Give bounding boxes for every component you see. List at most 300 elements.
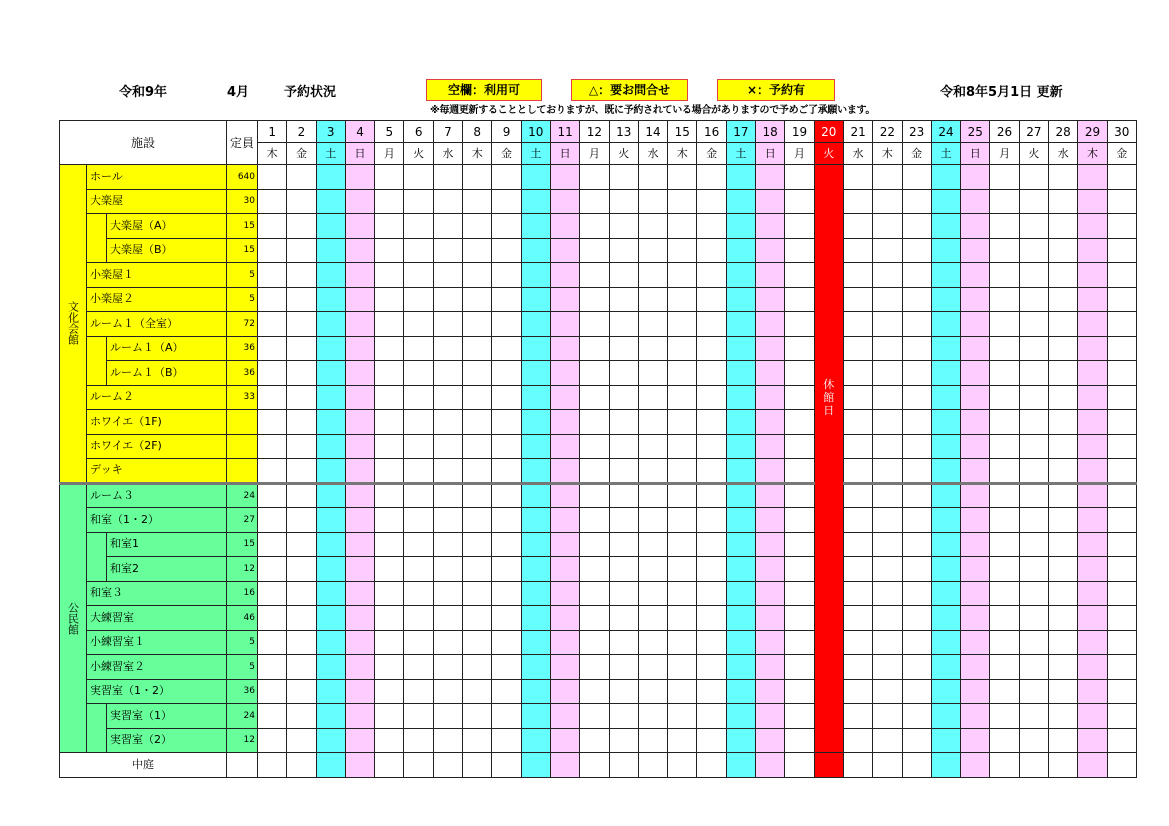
availability-cell[interactable] (843, 753, 872, 778)
availability-cell[interactable] (258, 189, 287, 214)
availability-cell[interactable] (492, 361, 521, 386)
availability-cell[interactable] (609, 483, 638, 508)
availability-cell[interactable] (902, 606, 931, 631)
availability-cell[interactable] (521, 630, 550, 655)
availability-cell[interactable] (1107, 263, 1136, 288)
availability-cell[interactable] (785, 728, 814, 753)
availability-cell[interactable] (580, 410, 609, 435)
availability-cell[interactable] (756, 410, 785, 435)
availability-cell[interactable] (375, 336, 404, 361)
availability-cell[interactable] (668, 214, 697, 239)
availability-cell[interactable] (316, 434, 345, 459)
availability-cell[interactable] (463, 532, 492, 557)
availability-cell[interactable] (1019, 459, 1048, 484)
availability-cell[interactable] (726, 655, 755, 680)
availability-cell[interactable] (404, 581, 433, 606)
availability-cell[interactable] (785, 557, 814, 582)
availability-cell[interactable] (756, 336, 785, 361)
availability-cell[interactable] (873, 410, 902, 435)
availability-cell[interactable] (843, 263, 872, 288)
availability-cell[interactable] (843, 385, 872, 410)
availability-cell[interactable] (404, 385, 433, 410)
availability-cell[interactable] (345, 483, 374, 508)
availability-cell[interactable] (287, 655, 316, 680)
availability-cell[interactable] (843, 606, 872, 631)
availability-cell[interactable] (287, 410, 316, 435)
availability-cell[interactable] (668, 459, 697, 484)
availability-cell[interactable] (609, 410, 638, 435)
availability-cell[interactable] (638, 581, 667, 606)
availability-cell[interactable] (961, 434, 990, 459)
availability-cell[interactable] (726, 728, 755, 753)
availability-cell[interactable] (1078, 189, 1107, 214)
availability-cell[interactable] (785, 679, 814, 704)
availability-cell[interactable] (726, 336, 755, 361)
availability-cell[interactable] (1019, 238, 1048, 263)
availability-cell[interactable] (316, 508, 345, 533)
availability-cell[interactable] (1019, 753, 1048, 778)
availability-cell[interactable] (726, 630, 755, 655)
availability-cell[interactable] (404, 361, 433, 386)
availability-cell[interactable] (258, 361, 287, 386)
availability-cell[interactable] (873, 532, 902, 557)
availability-cell[interactable] (580, 312, 609, 337)
availability-cell[interactable] (609, 189, 638, 214)
availability-cell[interactable] (375, 655, 404, 680)
availability-cell[interactable] (697, 434, 726, 459)
availability-cell[interactable] (609, 434, 638, 459)
availability-cell[interactable] (492, 263, 521, 288)
availability-cell[interactable] (1078, 459, 1107, 484)
availability-cell[interactable] (316, 483, 345, 508)
availability-cell[interactable] (638, 459, 667, 484)
availability-cell[interactable] (550, 606, 579, 631)
availability-cell[interactable] (404, 728, 433, 753)
availability-cell[interactable] (492, 459, 521, 484)
availability-cell[interactable] (990, 728, 1019, 753)
availability-cell[interactable] (287, 606, 316, 631)
availability-cell[interactable] (1107, 189, 1136, 214)
availability-cell[interactable] (492, 287, 521, 312)
availability-cell[interactable] (550, 336, 579, 361)
availability-cell[interactable] (931, 606, 960, 631)
availability-cell[interactable] (931, 238, 960, 263)
availability-cell[interactable] (902, 753, 931, 778)
availability-cell[interactable] (756, 679, 785, 704)
availability-cell[interactable] (1019, 263, 1048, 288)
availability-cell[interactable] (580, 434, 609, 459)
availability-cell[interactable] (843, 312, 872, 337)
availability-cell[interactable] (990, 336, 1019, 361)
availability-cell[interactable] (316, 753, 345, 778)
availability-cell[interactable] (668, 679, 697, 704)
availability-cell[interactable] (843, 728, 872, 753)
availability-cell[interactable] (258, 557, 287, 582)
availability-cell[interactable] (961, 630, 990, 655)
availability-cell[interactable] (287, 189, 316, 214)
availability-cell[interactable] (990, 238, 1019, 263)
availability-cell[interactable] (375, 361, 404, 386)
availability-cell[interactable] (404, 606, 433, 631)
availability-cell[interactable] (550, 459, 579, 484)
availability-cell[interactable] (726, 459, 755, 484)
availability-cell[interactable] (521, 483, 550, 508)
availability-cell[interactable] (404, 189, 433, 214)
availability-cell[interactable] (785, 655, 814, 680)
availability-cell[interactable] (521, 336, 550, 361)
availability-cell[interactable] (580, 655, 609, 680)
availability-cell[interactable] (580, 728, 609, 753)
availability-cell[interactable] (931, 704, 960, 729)
availability-cell[interactable] (873, 728, 902, 753)
availability-cell[interactable] (1019, 312, 1048, 337)
availability-cell[interactable] (521, 557, 550, 582)
availability-cell[interactable] (1078, 263, 1107, 288)
availability-cell[interactable] (609, 165, 638, 190)
availability-cell[interactable] (1107, 728, 1136, 753)
availability-cell[interactable] (1049, 728, 1078, 753)
availability-cell[interactable] (697, 189, 726, 214)
availability-cell[interactable] (316, 655, 345, 680)
availability-cell[interactable] (550, 704, 579, 729)
availability-cell[interactable] (638, 361, 667, 386)
availability-cell[interactable] (873, 287, 902, 312)
availability-cell[interactable] (375, 630, 404, 655)
availability-cell[interactable] (375, 287, 404, 312)
availability-cell[interactable] (1049, 557, 1078, 582)
availability-cell[interactable] (1078, 410, 1107, 435)
availability-cell[interactable] (902, 581, 931, 606)
availability-cell[interactable] (521, 312, 550, 337)
availability-cell[interactable] (785, 287, 814, 312)
availability-cell[interactable] (492, 508, 521, 533)
availability-cell[interactable] (404, 238, 433, 263)
availability-cell[interactable] (638, 679, 667, 704)
availability-cell[interactable] (1107, 581, 1136, 606)
availability-cell[interactable] (1049, 165, 1078, 190)
availability-cell[interactable] (756, 263, 785, 288)
availability-cell[interactable] (697, 704, 726, 729)
availability-cell[interactable] (580, 630, 609, 655)
availability-cell[interactable] (550, 581, 579, 606)
availability-cell[interactable] (433, 679, 462, 704)
availability-cell[interactable] (287, 165, 316, 190)
availability-cell[interactable] (1049, 312, 1078, 337)
availability-cell[interactable] (463, 630, 492, 655)
availability-cell[interactable] (433, 630, 462, 655)
availability-cell[interactable] (931, 728, 960, 753)
availability-cell[interactable] (961, 263, 990, 288)
availability-cell[interactable] (697, 263, 726, 288)
availability-cell[interactable] (697, 483, 726, 508)
availability-cell[interactable] (404, 287, 433, 312)
availability-cell[interactable] (902, 336, 931, 361)
availability-cell[interactable] (492, 532, 521, 557)
availability-cell[interactable] (931, 655, 960, 680)
availability-cell[interactable] (902, 679, 931, 704)
availability-cell[interactable] (258, 483, 287, 508)
availability-cell[interactable] (404, 557, 433, 582)
availability-cell[interactable] (668, 385, 697, 410)
availability-cell[interactable] (492, 483, 521, 508)
availability-cell[interactable] (961, 557, 990, 582)
availability-cell[interactable] (609, 287, 638, 312)
availability-cell[interactable] (961, 728, 990, 753)
availability-cell[interactable] (463, 189, 492, 214)
availability-cell[interactable] (463, 508, 492, 533)
availability-cell[interactable] (580, 189, 609, 214)
availability-cell[interactable] (345, 459, 374, 484)
availability-cell[interactable] (550, 189, 579, 214)
availability-cell[interactable] (638, 385, 667, 410)
availability-cell[interactable] (785, 606, 814, 631)
availability-cell[interactable] (433, 385, 462, 410)
availability-cell[interactable] (521, 753, 550, 778)
availability-cell[interactable] (609, 704, 638, 729)
availability-cell[interactable] (873, 704, 902, 729)
availability-cell[interactable] (463, 312, 492, 337)
availability-cell[interactable] (902, 410, 931, 435)
availability-cell[interactable] (580, 336, 609, 361)
availability-cell[interactable] (638, 165, 667, 190)
availability-cell[interactable] (404, 532, 433, 557)
availability-cell[interactable] (521, 459, 550, 484)
availability-cell[interactable] (521, 287, 550, 312)
availability-cell[interactable] (1049, 483, 1078, 508)
availability-cell[interactable] (316, 361, 345, 386)
availability-cell[interactable] (580, 606, 609, 631)
availability-cell[interactable] (873, 385, 902, 410)
availability-cell[interactable] (580, 679, 609, 704)
availability-cell[interactable] (931, 434, 960, 459)
availability-cell[interactable] (463, 263, 492, 288)
availability-cell[interactable] (697, 679, 726, 704)
availability-cell[interactable] (550, 557, 579, 582)
availability-cell[interactable] (931, 410, 960, 435)
availability-cell[interactable] (990, 679, 1019, 704)
availability-cell[interactable] (1078, 287, 1107, 312)
availability-cell[interactable] (697, 532, 726, 557)
availability-cell[interactable] (1107, 753, 1136, 778)
availability-cell[interactable] (756, 655, 785, 680)
availability-cell[interactable] (668, 508, 697, 533)
availability-cell[interactable] (550, 532, 579, 557)
availability-cell[interactable] (726, 214, 755, 239)
availability-cell[interactable] (638, 655, 667, 680)
availability-cell[interactable] (258, 679, 287, 704)
availability-cell[interactable] (961, 483, 990, 508)
availability-cell[interactable] (316, 312, 345, 337)
availability-cell[interactable] (550, 508, 579, 533)
availability-cell[interactable] (258, 728, 287, 753)
availability-cell[interactable] (726, 557, 755, 582)
availability-cell[interactable] (843, 557, 872, 582)
availability-cell[interactable] (287, 287, 316, 312)
availability-cell[interactable] (756, 214, 785, 239)
availability-cell[interactable] (345, 679, 374, 704)
availability-cell[interactable] (1078, 214, 1107, 239)
availability-cell[interactable] (1078, 312, 1107, 337)
availability-cell[interactable] (404, 679, 433, 704)
availability-cell[interactable] (668, 606, 697, 631)
availability-cell[interactable] (638, 189, 667, 214)
availability-cell[interactable] (375, 238, 404, 263)
availability-cell[interactable] (990, 581, 1019, 606)
availability-cell[interactable] (287, 557, 316, 582)
availability-cell[interactable] (492, 581, 521, 606)
availability-cell[interactable] (463, 728, 492, 753)
availability-cell[interactable] (609, 508, 638, 533)
availability-cell[interactable] (287, 483, 316, 508)
availability-cell[interactable] (638, 434, 667, 459)
availability-cell[interactable] (550, 238, 579, 263)
availability-cell[interactable] (287, 581, 316, 606)
availability-cell[interactable] (697, 165, 726, 190)
availability-cell[interactable] (785, 189, 814, 214)
availability-cell[interactable] (375, 263, 404, 288)
availability-cell[interactable] (580, 238, 609, 263)
availability-cell[interactable] (902, 214, 931, 239)
availability-cell[interactable] (756, 361, 785, 386)
availability-cell[interactable] (785, 336, 814, 361)
availability-cell[interactable] (668, 557, 697, 582)
availability-cell[interactable] (375, 679, 404, 704)
availability-cell[interactable] (785, 704, 814, 729)
availability-cell[interactable] (521, 532, 550, 557)
availability-cell[interactable] (316, 459, 345, 484)
availability-cell[interactable] (1019, 728, 1048, 753)
availability-cell[interactable] (843, 287, 872, 312)
availability-cell[interactable] (726, 483, 755, 508)
availability-cell[interactable] (463, 336, 492, 361)
availability-cell[interactable] (726, 165, 755, 190)
availability-cell[interactable] (463, 385, 492, 410)
availability-cell[interactable] (1019, 165, 1048, 190)
availability-cell[interactable] (345, 312, 374, 337)
availability-cell[interactable] (756, 753, 785, 778)
availability-cell[interactable] (1019, 361, 1048, 386)
availability-cell[interactable] (756, 630, 785, 655)
availability-cell[interactable] (697, 728, 726, 753)
availability-cell[interactable] (316, 189, 345, 214)
availability-cell[interactable] (433, 263, 462, 288)
availability-cell[interactable] (492, 606, 521, 631)
availability-cell[interactable] (580, 557, 609, 582)
availability-cell[interactable] (902, 728, 931, 753)
availability-cell[interactable] (521, 679, 550, 704)
availability-cell[interactable] (1019, 287, 1048, 312)
availability-cell[interactable] (609, 361, 638, 386)
availability-cell[interactable] (258, 606, 287, 631)
availability-cell[interactable] (375, 753, 404, 778)
availability-cell[interactable] (1078, 483, 1107, 508)
availability-cell[interactable] (609, 336, 638, 361)
availability-cell[interactable] (433, 361, 462, 386)
availability-cell[interactable] (668, 728, 697, 753)
availability-cell[interactable] (756, 508, 785, 533)
availability-cell[interactable] (961, 459, 990, 484)
availability-cell[interactable] (1107, 704, 1136, 729)
availability-cell[interactable] (258, 238, 287, 263)
availability-cell[interactable] (990, 214, 1019, 239)
availability-cell[interactable] (258, 753, 287, 778)
availability-cell[interactable] (550, 410, 579, 435)
availability-cell[interactable] (316, 336, 345, 361)
availability-cell[interactable] (1049, 606, 1078, 631)
availability-cell[interactable] (375, 459, 404, 484)
availability-cell[interactable] (1049, 581, 1078, 606)
availability-cell[interactable] (726, 532, 755, 557)
availability-cell[interactable] (287, 459, 316, 484)
availability-cell[interactable] (609, 263, 638, 288)
availability-cell[interactable] (258, 287, 287, 312)
availability-cell[interactable] (697, 630, 726, 655)
availability-cell[interactable] (1019, 214, 1048, 239)
availability-cell[interactable] (990, 483, 1019, 508)
availability-cell[interactable] (638, 287, 667, 312)
availability-cell[interactable] (902, 459, 931, 484)
availability-cell[interactable] (1107, 287, 1136, 312)
availability-cell[interactable] (931, 557, 960, 582)
availability-cell[interactable] (1019, 483, 1048, 508)
availability-cell[interactable] (1049, 189, 1078, 214)
availability-cell[interactable] (638, 312, 667, 337)
availability-cell[interactable] (1107, 532, 1136, 557)
availability-cell[interactable] (843, 336, 872, 361)
availability-cell[interactable] (258, 434, 287, 459)
availability-cell[interactable] (463, 434, 492, 459)
availability-cell[interactable] (961, 704, 990, 729)
availability-cell[interactable] (550, 630, 579, 655)
availability-cell[interactable] (404, 165, 433, 190)
availability-cell[interactable] (316, 630, 345, 655)
availability-cell[interactable] (463, 606, 492, 631)
availability-cell[interactable] (1107, 214, 1136, 239)
availability-cell[interactable] (726, 434, 755, 459)
availability-cell[interactable] (785, 581, 814, 606)
availability-cell[interactable] (902, 532, 931, 557)
availability-cell[interactable] (638, 532, 667, 557)
availability-cell[interactable] (902, 434, 931, 459)
availability-cell[interactable] (843, 434, 872, 459)
availability-cell[interactable] (521, 263, 550, 288)
availability-cell[interactable] (961, 336, 990, 361)
availability-cell[interactable] (873, 508, 902, 533)
availability-cell[interactable] (492, 679, 521, 704)
availability-cell[interactable] (1107, 410, 1136, 435)
availability-cell[interactable] (785, 263, 814, 288)
availability-cell[interactable] (316, 606, 345, 631)
availability-cell[interactable] (316, 287, 345, 312)
availability-cell[interactable] (1049, 361, 1078, 386)
availability-cell[interactable] (1107, 336, 1136, 361)
availability-cell[interactable] (1078, 361, 1107, 386)
availability-cell[interactable] (375, 704, 404, 729)
availability-cell[interactable] (961, 214, 990, 239)
availability-cell[interactable] (316, 728, 345, 753)
availability-cell[interactable] (697, 312, 726, 337)
availability-cell[interactable] (990, 459, 1019, 484)
availability-cell[interactable] (316, 557, 345, 582)
availability-cell[interactable] (668, 189, 697, 214)
availability-cell[interactable] (843, 679, 872, 704)
availability-cell[interactable] (521, 434, 550, 459)
availability-cell[interactable] (609, 238, 638, 263)
availability-cell[interactable] (316, 532, 345, 557)
availability-cell[interactable] (756, 238, 785, 263)
availability-cell[interactable] (521, 581, 550, 606)
availability-cell[interactable] (1049, 508, 1078, 533)
